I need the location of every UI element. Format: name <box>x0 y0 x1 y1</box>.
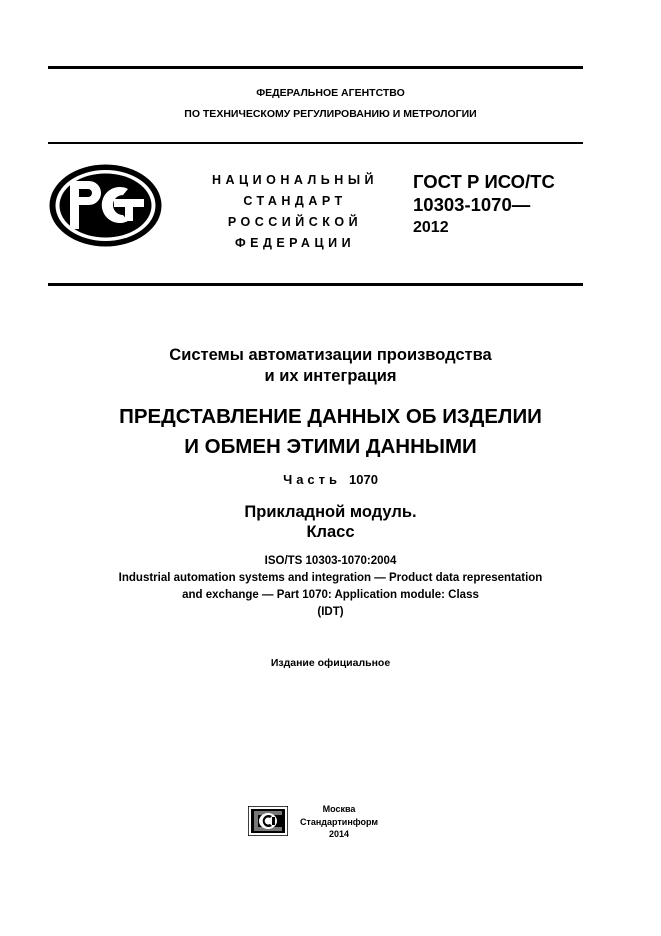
designation-year: 2012 <box>413 219 449 236</box>
header-rule <box>48 142 583 144</box>
agency-line-1: ФЕДЕРАЛЬНОЕ АГЕНТСТВО <box>256 87 405 99</box>
rst-logo <box>48 163 163 248</box>
top-rule <box>48 66 583 69</box>
standartinform-logo <box>248 806 288 836</box>
publisher-city: Москва <box>322 804 356 814</box>
title-line-2: И ОБМЕН ЭТИМИ ДАННЫМИ <box>184 435 477 458</box>
part-value: 1070 <box>349 472 378 487</box>
standartinform-logo-icon <box>248 806 288 836</box>
standard-type-line-4: ФЕДЕРАЦИИ <box>234 236 356 250</box>
part-number <box>0 472 661 487</box>
designation-line-2: 10303-1070— <box>413 194 531 215</box>
document-title <box>0 402 661 462</box>
publisher-year: 2014 <box>328 829 350 839</box>
subtitle-line-1: Системы автоматизации производства <box>169 346 492 364</box>
iso-reference <box>0 553 661 621</box>
agency-name <box>0 86 661 122</box>
publisher-info <box>295 803 383 841</box>
part-label: Часть <box>283 472 342 487</box>
standard-type <box>200 170 390 254</box>
module-line-1: Прикладной модуль. <box>244 503 417 521</box>
standard-type-line-2: СТАНДАРТ <box>243 194 347 208</box>
iso-title-line-1: Industrial automation systems and integration — Product data representation <box>118 572 543 584</box>
document-subtitle <box>0 345 661 387</box>
title-line-1: ПРЕДСТАВЛЕНИЕ ДАННЫХ ОБ ИЗДЕЛИИ <box>119 405 542 428</box>
iso-title-line-2: and exchange — Part 1070: Application module: Class <box>182 589 479 601</box>
rst-logo-icon <box>48 163 163 248</box>
standard-type-line-3: РОССИЙСКОЙ <box>227 215 363 229</box>
standard-type-line-1: НАЦИОНАЛЬНЫЙ <box>211 173 379 187</box>
middle-rule <box>48 283 583 286</box>
subtitle-line-2: и их интеграция <box>264 367 397 385</box>
iso-idt: (IDT) <box>317 606 344 618</box>
edition-note: Издание официальное <box>270 657 391 669</box>
module-line-2: Класс <box>306 523 355 541</box>
agency-line-2: ПО ТЕХНИЧЕСКОМУ РЕГУЛИРОВАНИЮ И МЕТРОЛОГИИ <box>184 108 477 120</box>
designation-line-1: ГОСТ Р ИСО/ТС <box>413 171 555 192</box>
module-name <box>0 502 661 542</box>
iso-ref: ISO/TS 10303-1070:2004 <box>264 555 397 567</box>
publisher-name: Стандартинформ <box>299 816 379 827</box>
standard-designation <box>413 170 555 239</box>
